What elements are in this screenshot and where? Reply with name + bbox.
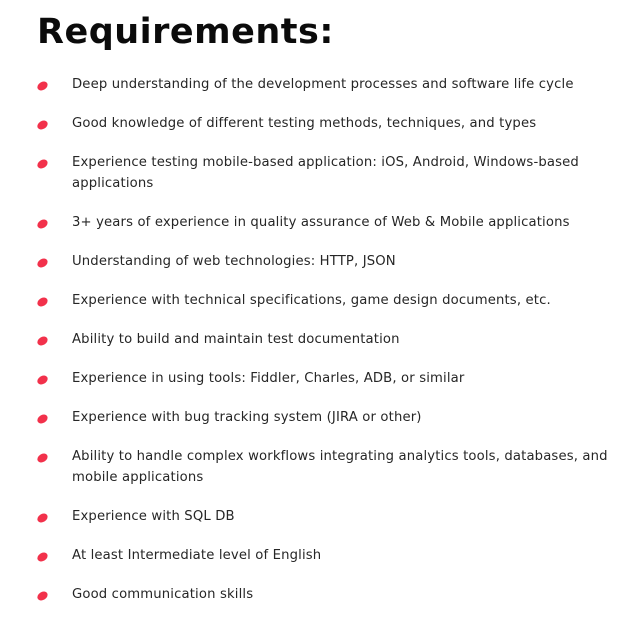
requirement-text: Experience with SQL DB — [72, 509, 235, 524]
bullet-icon — [36, 119, 50, 132]
requirement-text: 3+ years of experience in quality assurance of Web & Mobile applications — [72, 215, 570, 230]
bullet-icon — [36, 158, 50, 171]
bullet-icon — [36, 413, 50, 426]
bullet-icon — [36, 257, 50, 270]
page-title: Requirements: — [37, 12, 334, 52]
bullet-icon — [36, 551, 50, 564]
requirement-text: Experience with bug tracking system (JIRA or other) — [72, 410, 422, 425]
bullet-icon — [36, 590, 50, 603]
bullet-icon — [36, 335, 50, 348]
bullet-icon — [36, 80, 50, 93]
bullet-icon — [36, 218, 50, 231]
requirement-text: Understanding of web technologies: HTTP, JSON — [72, 254, 396, 269]
requirement-text: Good knowledge of different testing methods, techniques, and types — [72, 116, 537, 131]
bullet-icon — [36, 452, 50, 465]
requirement-text: At least Intermediate level of English — [72, 548, 322, 563]
requirement-text: Deep understanding of the development processes and software life cycle — [72, 77, 574, 92]
requirement-text: Experience in using tools: Fiddler, Charles, ADB, or similar — [72, 371, 465, 386]
requirement-text: Good communication skills — [72, 587, 254, 602]
requirement-text: Experience with technical specifications, game design documents, etc. — [72, 293, 551, 308]
bullet-icon — [36, 374, 50, 387]
requirement-text: Experience testing mobile-based application: iOS, Android, Windows-based applications — [72, 155, 579, 191]
bullet-icon — [36, 296, 50, 309]
bullet-icon — [36, 512, 50, 525]
requirement-text: Ability to handle complex workflows integrating analytics tools, databases, and mobile applications — [72, 449, 608, 485]
requirement-text: Ability to build and maintain test documentation — [72, 332, 400, 347]
